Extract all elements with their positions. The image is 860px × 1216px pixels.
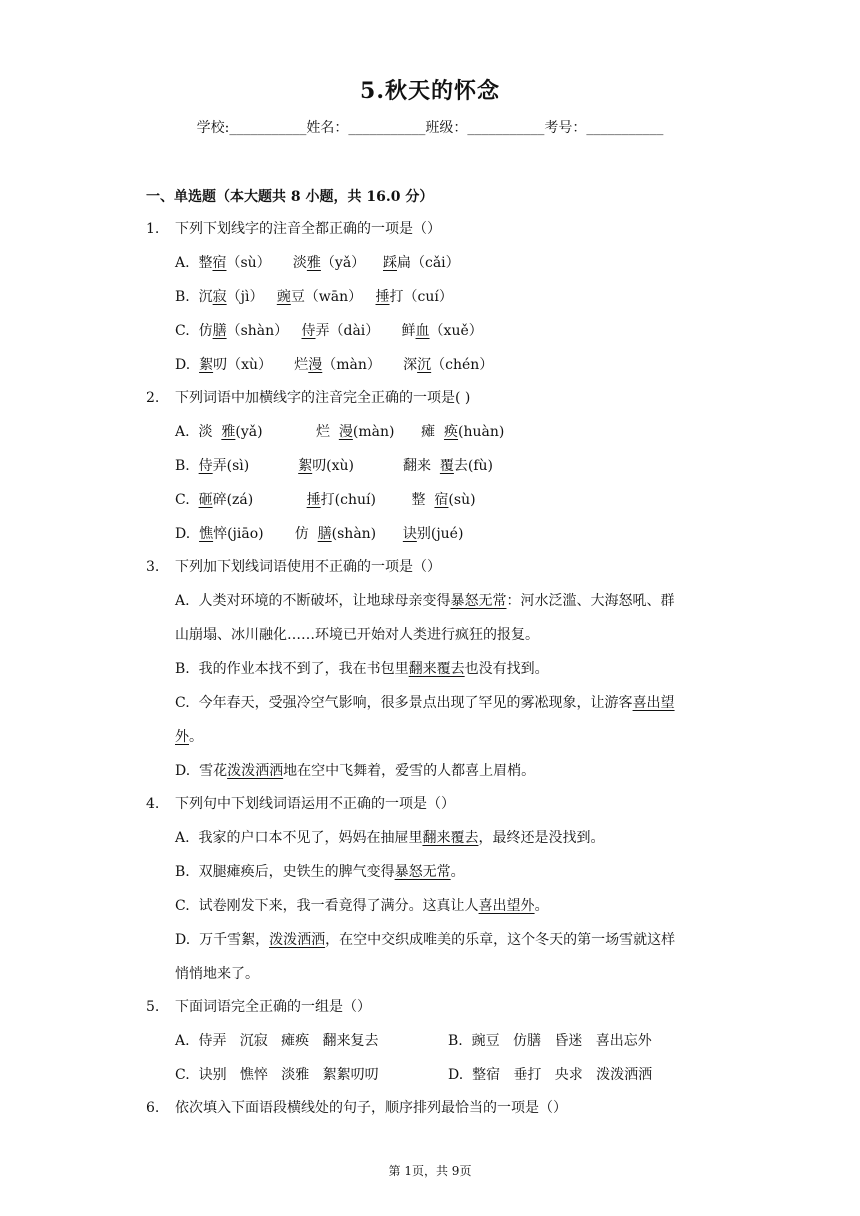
option-c: C. 仿膳（shàn） 侍弄（dài） 鲜血（xuě） — [175, 323, 483, 339]
option-d: D. 雪花泼泼洒洒地在空中飞舞着，爱雪的人都喜上眉梢。 — [175, 763, 536, 779]
option-c: C. 试卷刚发下来，我一看竟得了满分。这真让人喜出望外。 — [175, 898, 549, 914]
school-field: 学校:___________ — [196, 120, 307, 136]
option-b: B. 沉寂（jì） 豌豆（wān） 捶打（cuí） — [175, 289, 453, 305]
exam-number-field: 考号：___________ — [544, 120, 664, 136]
option-c-continued: 外。 — [175, 729, 203, 745]
question-number: 3. — [146, 559, 160, 575]
class-field: 班级：___________ — [425, 120, 545, 136]
option-b: B. 豌豆 仿膳 昏迷 喜出忘外 — [448, 1033, 652, 1049]
question-stem: 下列词语中加横线字的注音完全正确的一项是( ) — [175, 390, 471, 406]
option-a: A. 淡 雅(yǎ) 烂 漫(màn) 瘫 痪(huàn) — [175, 424, 505, 440]
option-d: D. 絮叨（xù） 烂漫（màn） 深沉（chén） — [175, 357, 494, 373]
option-d-continued: 悄悄地来了。 — [175, 966, 259, 982]
student-info-line — [0, 117, 860, 137]
option-d: D. 憔悴(jiāo) 仿 膳(shàn) 诀别(jué) — [175, 526, 464, 542]
document-title: 5.秋天的怀念 — [360, 78, 500, 104]
question-number: 6. — [146, 1100, 160, 1116]
option-c: C. 今年春天，受强冷空气影响，很多景点出现了罕见的雾凇现象，让游客喜出望 — [175, 695, 675, 711]
option-d: D. 整宿 垂打 央求 泼泼洒洒 — [448, 1067, 653, 1083]
section-heading: 一、单选题（本大题共 8 小题，共 16.0 分） — [146, 189, 434, 205]
question-stem: 下列下划线字的注音全都正确的一项是（） — [175, 221, 441, 237]
option-a: A. 人类对环境的不断破坏，让地球母亲变得暴怒无常：河水泛滥、大海怒吼、群 — [175, 593, 675, 609]
question-number: 5. — [146, 999, 160, 1015]
page-footer: 第 1页，共 9页 — [388, 1164, 472, 1178]
question-number: 4. — [146, 796, 160, 812]
option-b: B. 我的作业本找不到了，我在书包里翻来覆去也没有找到。 — [175, 661, 549, 677]
question-stem: 依次填入下面语段横线处的句子，顺序排列最恰当的一项是（） — [175, 1100, 567, 1116]
question-stem: 下列加下划线词语使用不正确的一项是（） — [175, 559, 441, 575]
option-a-continued: 山崩塌、冰川融化……环境已开始对人类进行疯狂的报复。 — [175, 627, 539, 643]
name-field: 姓名：___________ — [306, 120, 426, 136]
question-number: 1. — [146, 221, 160, 237]
option-c: C. 诀别 憔悴 淡雅 絮絮叨叨 — [175, 1067, 379, 1083]
option-c: C. 砸碎(zá) 捶打(chuí) 整 宿(sù) — [175, 492, 476, 508]
option-a: A. 我家的户口本不见了，妈妈在抽屉里翻来覆去，最终还是没找到。 — [175, 830, 605, 846]
option-b: B. 双腿瘫痪后，史铁生的脾气变得暴怒无常。 — [175, 864, 465, 880]
option-d: D. 万千雪絮，泼泼洒洒，在空中交织成唯美的乐章，这个冬天的第一场雪就这样 — [175, 932, 676, 948]
option-b: B. 侍弄(sì) 絮叨(xù) 翻来 覆去(fù) — [175, 458, 494, 474]
option-a: A. 整宿（sù） 淡雅（yǎ） 踩扁（cǎi） — [175, 255, 460, 271]
question-number: 2. — [146, 390, 160, 406]
question-stem: 下列句中下划线词语运用不正确的一项是（） — [175, 796, 455, 812]
option-a: A. 侍弄 沉寂 瘫痪 翻来复去 — [175, 1033, 379, 1049]
question-stem: 下面词语完全正确的一组是（） — [175, 999, 371, 1015]
